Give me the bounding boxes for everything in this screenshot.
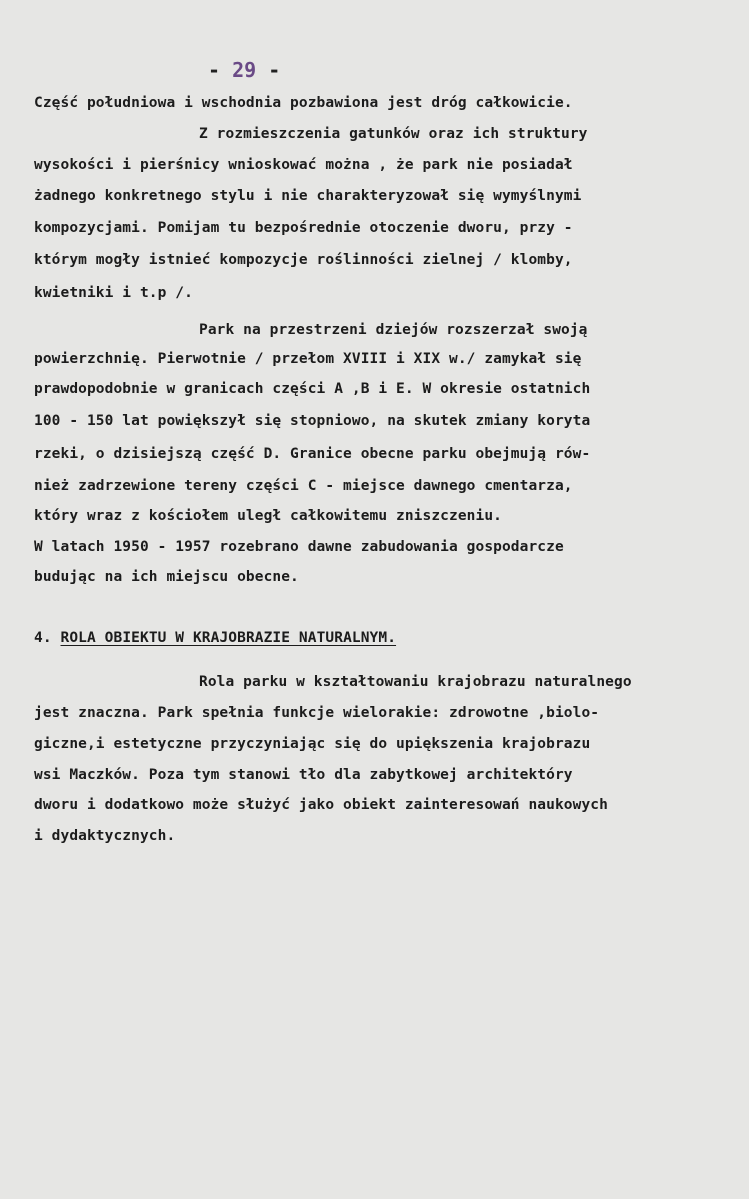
p3-line-9: budując na ich miejscu obecne. — [34, 569, 299, 585]
p3-line-7: który wraz z kościołem uległ całkowitemu zniszczeniu. — [34, 508, 502, 524]
p3-line-5: rzeki, o dzisiejszą część D. Granice obecne parku obejmują rów- — [34, 446, 591, 462]
p4-line-5: dworu i dodatkowo może służyć jako obiekt zainteresowań naukowych — [34, 797, 608, 813]
section-4-heading — [34, 629, 396, 647]
p3-line-3: prawdopodobnie w granicach części A ,B i E. W okresie ostatnich — [34, 381, 591, 397]
page-number — [208, 58, 280, 82]
p2-line-3: żadnego konkretnego stylu i nie charakteryzował się wymyślnymi — [34, 188, 582, 204]
p2-line-2: wysokości i pierśnicy wnioskować można , że park nie posiadał — [34, 157, 573, 173]
page-number-suffix: - — [256, 58, 281, 82]
p3-line-6: nież zadrzewione tereny części C - miejsce dawnego cmentarza, — [34, 478, 573, 494]
p2-line-4: kompozycjami. Pomijam tu bezpośrednie otoczenie dworu, przy - — [34, 220, 573, 236]
p3-line-1: Park na przestrzeni dziejów rozszerzał swoją — [199, 322, 588, 338]
p2-line-6: kwietniki i t.p /. — [34, 285, 193, 301]
p4-line-6: i dydaktycznych. — [34, 828, 176, 844]
section-4-title: ROLA OBIEKTU W KRAJOBRAZIE NATURALNYM. — [60, 630, 397, 646]
p2-line-1: Z rozmieszczenia gatunków oraz ich struktury — [199, 126, 588, 142]
page-number-digits: 29 — [232, 58, 257, 82]
p3-line-8: W latach 1950 - 1957 rozebrano dawne zabudowania gospodarcze — [34, 539, 564, 555]
p4-line-2: jest znaczna. Park spełnia funkcje wielorakie: zdrowotne ,biolo- — [34, 705, 600, 721]
p2-line-5: którym mogły istnieć kompozycje roślinności zielnej / klomby, — [34, 252, 573, 268]
p4-line-1: Rola parku w kształtowaniu krajobrazu naturalnego — [199, 674, 632, 690]
p4-line-4: wsi Maczków. Poza tym stanowi tło dla zabytkowej architektóry — [34, 767, 573, 783]
p4-line-3: giczne,i estetyczne przyczyniając się do upiększenia krajobrazu — [34, 736, 591, 752]
p3-line-4: 100 - 150 lat powiększył się stopniowo, na skutek zmiany koryta — [34, 413, 591, 429]
p1-line-1: Część południowa i wschodnia pozbawiona jest dróg całkowicie. — [34, 95, 573, 111]
section-4-number: 4. — [34, 630, 52, 646]
page-number-prefix: - — [208, 58, 233, 82]
p3-line-2: powierzchnię. Pierwotnie / przełom XVIII i XIX w./ zamykał się — [34, 351, 582, 367]
